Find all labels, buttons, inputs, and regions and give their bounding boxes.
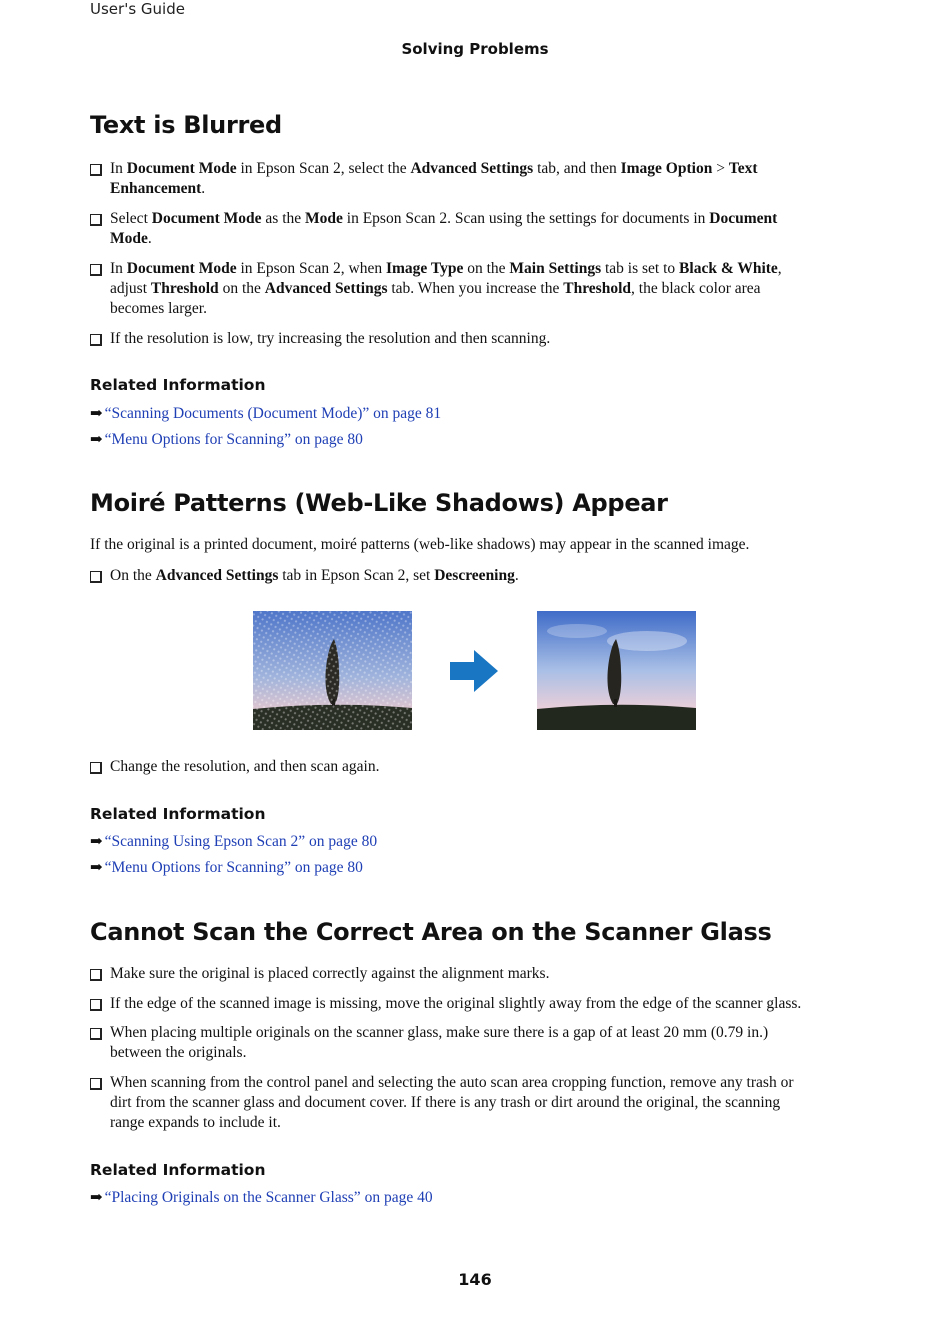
related-link[interactable]: ➡ “Menu Options for Scanning” on page 80 (90, 431, 363, 448)
bullet-item: In Document Mode in Epson Scan 2, select the Advanced Settings tab, and then Image Option > Text Enhancement. (90, 159, 860, 199)
moire-after-image (537, 611, 696, 730)
checkbox-bullet-icon (90, 214, 102, 226)
related-link[interactable]: ➡ “Scanning Using Epson Scan 2” on page 80 (90, 833, 378, 850)
running-header-section: Solving Problems (401, 40, 549, 58)
checkbox-bullet-icon (90, 762, 102, 774)
checkbox-bullet-icon (90, 571, 102, 583)
checkbox-bullet-icon (90, 1028, 102, 1040)
heading-text-is-blurred: Text is Blurred (90, 111, 282, 139)
bullet-item: If the edge of the scanned image is missing, move the original slightly away from the edge of the scanner glass. (90, 994, 860, 1014)
right-arrow-icon: ➡ (90, 834, 103, 850)
moire-before-image (253, 611, 412, 730)
page-number: 146 (458, 1270, 492, 1289)
related-link[interactable]: ➡ “Scanning Documents (Document Mode)” on page 81 (90, 405, 442, 422)
heading-cannot-scan-correct-area: Cannot Scan the Correct Area on the Scanner Glass (90, 918, 772, 946)
checkbox-bullet-icon (90, 164, 102, 176)
related-information-heading: Related Information (90, 805, 266, 823)
related-link[interactable]: ➡ “Placing Originals on the Scanner Glass” on page 40 (90, 1189, 433, 1206)
right-arrow-icon: ➡ (90, 1190, 103, 1206)
bullet-item: Change the resolution, and then scan again. (90, 757, 860, 777)
bullet-item: If the resolution is low, try increasing the resolution and then scanning. (90, 329, 860, 349)
checkbox-bullet-icon (90, 264, 102, 276)
checkbox-bullet-icon (90, 969, 102, 981)
checkbox-bullet-icon (90, 999, 102, 1011)
heading-moire-patterns: Moiré Patterns (Web-Like Shadows) Appear (90, 489, 668, 517)
related-link[interactable]: ➡ “Menu Options for Scanning” on page 80 (90, 859, 363, 876)
body-paragraph: If the original is a printed document, moiré patterns (web-like shadows) may appear in the scanned image. (90, 536, 750, 553)
right-arrow-icon: ➡ (90, 406, 103, 422)
related-information-heading: Related Information (90, 376, 266, 394)
bullet-item: In Document Mode in Epson Scan 2, when Image Type on the Main Settings tab is set to Black & White, adjust Threshold on the Advanced Settings tab. When you increase the Threshold, the black color area becomes larger. (90, 259, 860, 319)
bullet-item: Make sure the original is placed correctly against the alignment marks. (90, 964, 860, 984)
bullet-item: When placing multiple originals on the scanner glass, make sure there is a gap of at least 20 mm (0.79 in.) between the originals. (90, 1023, 860, 1063)
related-information-heading: Related Information (90, 1161, 266, 1179)
bullet-item: When scanning from the control panel and selecting the auto scan area cropping function, remove any trash or dirt from the scanner glass and document cover. If there is any trash or dirt around the original, the scanning range expands to include it. (90, 1073, 860, 1133)
right-arrow-icon: ➡ (90, 860, 103, 876)
checkbox-bullet-icon (90, 334, 102, 346)
right-arrow-icon (448, 648, 500, 699)
right-arrow-icon: ➡ (90, 432, 103, 448)
checkbox-bullet-icon (90, 1078, 102, 1090)
bullet-item: Select Document Mode as the Mode in Epson Scan 2. Scan using the settings for documents in Document Mode. (90, 209, 860, 249)
bullet-item: On the Advanced Settings tab in Epson Scan 2, set Descreening. (90, 566, 860, 586)
running-header-guide: User's Guide (90, 0, 185, 18)
